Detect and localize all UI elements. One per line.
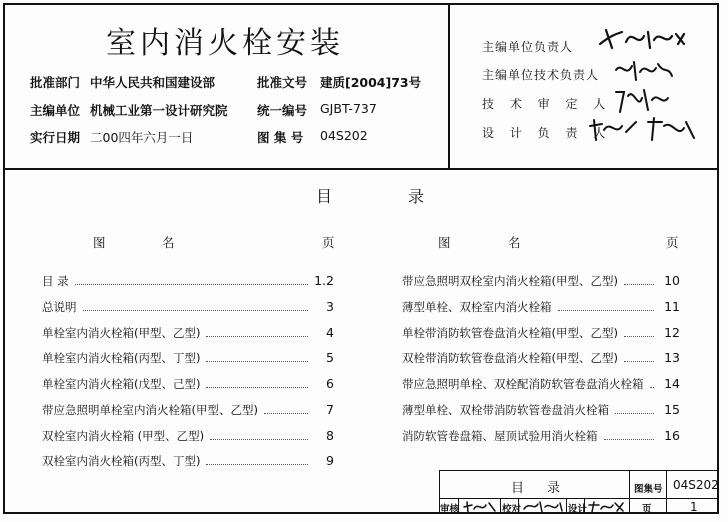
leader-dots <box>624 326 654 337</box>
toc-entry-name: 双栓室内消火栓箱(丙型、丁型) <box>42 454 201 468</box>
leader-dots <box>624 351 654 362</box>
atlas-no-label: 图 集 号 <box>257 130 304 145</box>
toc-entry <box>402 273 680 291</box>
approval-dept-label: 批准部门 <box>30 75 81 90</box>
toc-entry-name: 单栓带消防软管卷盘消火栓箱(甲型、乙型) <box>402 326 618 340</box>
toc-entry <box>402 402 680 420</box>
toc-entry <box>402 350 680 368</box>
title-block-divider <box>566 498 567 514</box>
toc-entry <box>42 350 334 368</box>
leader-dots <box>604 429 655 440</box>
header-bottom-rule <box>3 168 719 170</box>
title-block-atlas-no: 04S202 <box>673 478 719 492</box>
toc-entry-name: 单栓室内消火栓箱(戊型、己型) <box>42 377 201 391</box>
toc-entry <box>402 325 680 343</box>
approval-doc: 建质[2004]73号 <box>320 75 422 90</box>
leader-dots <box>210 429 308 440</box>
toc-entry-name: 带应急照明单栓、双栓配消防软管卷盘消火栓箱 <box>402 377 644 391</box>
leader-dots <box>650 377 655 388</box>
atlas-title: 室内消火栓安装 <box>106 26 344 61</box>
signature-image <box>462 499 498 514</box>
toc-entry <box>402 376 680 394</box>
toc-entry-name: 消防软管卷盘箱、屋顶试验用消火栓箱 <box>402 429 598 443</box>
leader-dots <box>624 274 654 285</box>
toc-entry-page: 16 <box>664 428 680 443</box>
leader-dots <box>75 274 308 285</box>
leader-dots <box>558 300 655 311</box>
toc-entry-name: 双栓室内消火栓箱 (甲型、乙型) <box>42 429 205 443</box>
leader-dots <box>206 326 308 337</box>
toc-entry-name: 薄型单栓、双栓带消防软管卷盘消火栓箱 <box>402 403 609 417</box>
title-block-atlas-label: 图集号 <box>634 484 663 495</box>
title-block-divider <box>629 470 630 514</box>
toc-entry-page: 13 <box>664 350 680 365</box>
col-name-left: 图 <box>438 235 451 250</box>
signature-image <box>587 499 627 514</box>
title-block-name-right: 录 <box>547 481 561 496</box>
toc-entry <box>402 428 680 446</box>
signatory-role: 主编单位负责人 <box>482 40 574 54</box>
title-block-divider <box>500 498 501 514</box>
leader-dots <box>264 403 308 414</box>
toc-entry-name: 带应急照明双栓室内消火栓箱(甲型、乙型) <box>402 274 618 288</box>
toc-entry-page: 5 <box>326 350 334 365</box>
leader-dots <box>206 377 308 388</box>
toc-entry-page: 11 <box>664 299 680 314</box>
col-name-right: 名 <box>162 235 175 250</box>
toc-entry <box>402 299 680 317</box>
toc-entry-page: 10 <box>664 273 680 288</box>
toc-entry <box>42 453 334 471</box>
signature-image <box>522 499 564 514</box>
signature-image <box>596 22 696 54</box>
toc-entry-page: 6 <box>326 376 334 391</box>
signature-image <box>612 56 676 84</box>
approval-doc-label: 批准文号 <box>257 75 308 90</box>
effective-date: 二00四年六月一日 <box>90 130 194 145</box>
signatory-role: 主编单位技术负责人 <box>482 68 600 82</box>
toc-entry-page: 9 <box>326 453 334 468</box>
effective-date-label: 实行日期 <box>30 130 81 145</box>
toc-entry <box>42 273 334 291</box>
editor-unit-label: 主编单位 <box>30 103 81 118</box>
col-page: 页 <box>322 235 335 250</box>
signatory-role: 设 计 负 责 人 <box>482 126 612 140</box>
col-name-right: 名 <box>508 235 521 250</box>
toc-entry-name: 带应急照明单栓室内消火栓箱(甲型、乙型) <box>42 403 258 417</box>
toc-entry-name: 双栓带消防软管卷盘消火栓箱(甲型、乙型) <box>402 351 618 365</box>
toc-entry-page: 1.2 <box>314 273 334 288</box>
unified-no-label: 统一编号 <box>257 103 308 118</box>
leader-dots <box>615 403 654 414</box>
toc-entry <box>42 428 334 446</box>
toc-title-right: 录 <box>408 187 425 206</box>
page-number: 1 <box>690 500 698 514</box>
toc-entry-page: 14 <box>664 376 680 391</box>
toc-entry <box>42 376 334 394</box>
title-block-name-left: 目 <box>511 481 525 496</box>
toc-entry-page: 4 <box>326 325 334 340</box>
approval-dept: 中华人民共和国建设部 <box>90 75 216 90</box>
atlas-no: 04S202 <box>320 128 368 143</box>
page-label: 页 <box>642 504 652 515</box>
toc-entry-page: 7 <box>326 402 334 417</box>
unified-no: GJBT-737 <box>320 101 377 116</box>
design-label: 设计 <box>568 504 588 515</box>
toc-entry <box>42 299 334 317</box>
review-label: 审核 <box>440 504 460 515</box>
col-name-left: 图 <box>93 235 106 250</box>
toc-entry-name: 薄型单栓、双栓室内消火栓箱 <box>402 300 552 314</box>
toc-entry-page: 8 <box>326 428 334 443</box>
toc-entry-name: 总说明 <box>42 300 77 314</box>
signatory-role: 技 术 审 定 人 <box>482 97 612 111</box>
editor-unit: 机械工业第一设计研究院 <box>90 103 228 118</box>
leader-dots <box>206 454 308 465</box>
header-divider <box>448 3 450 169</box>
toc-entry-page: 3 <box>326 299 334 314</box>
check-label: 校对 <box>502 504 522 515</box>
toc-entry <box>42 402 334 420</box>
col-page: 页 <box>666 235 679 250</box>
leader-dots <box>206 351 308 362</box>
toc-entry-page: 15 <box>664 402 680 417</box>
toc-entry-name: 单栓室内消火栓箱(甲型、乙型) <box>42 326 201 340</box>
toc-entry-page: 12 <box>664 325 680 340</box>
title-block-divider <box>666 470 667 514</box>
signature-image <box>586 112 702 146</box>
toc-entry <box>42 325 334 343</box>
leader-dots <box>83 300 309 311</box>
toc-entry-name: 单栓室内消火栓箱(丙型、丁型) <box>42 351 201 365</box>
toc-entry-name: 目 录 <box>42 274 69 288</box>
toc-title-left: 目 <box>316 187 333 206</box>
